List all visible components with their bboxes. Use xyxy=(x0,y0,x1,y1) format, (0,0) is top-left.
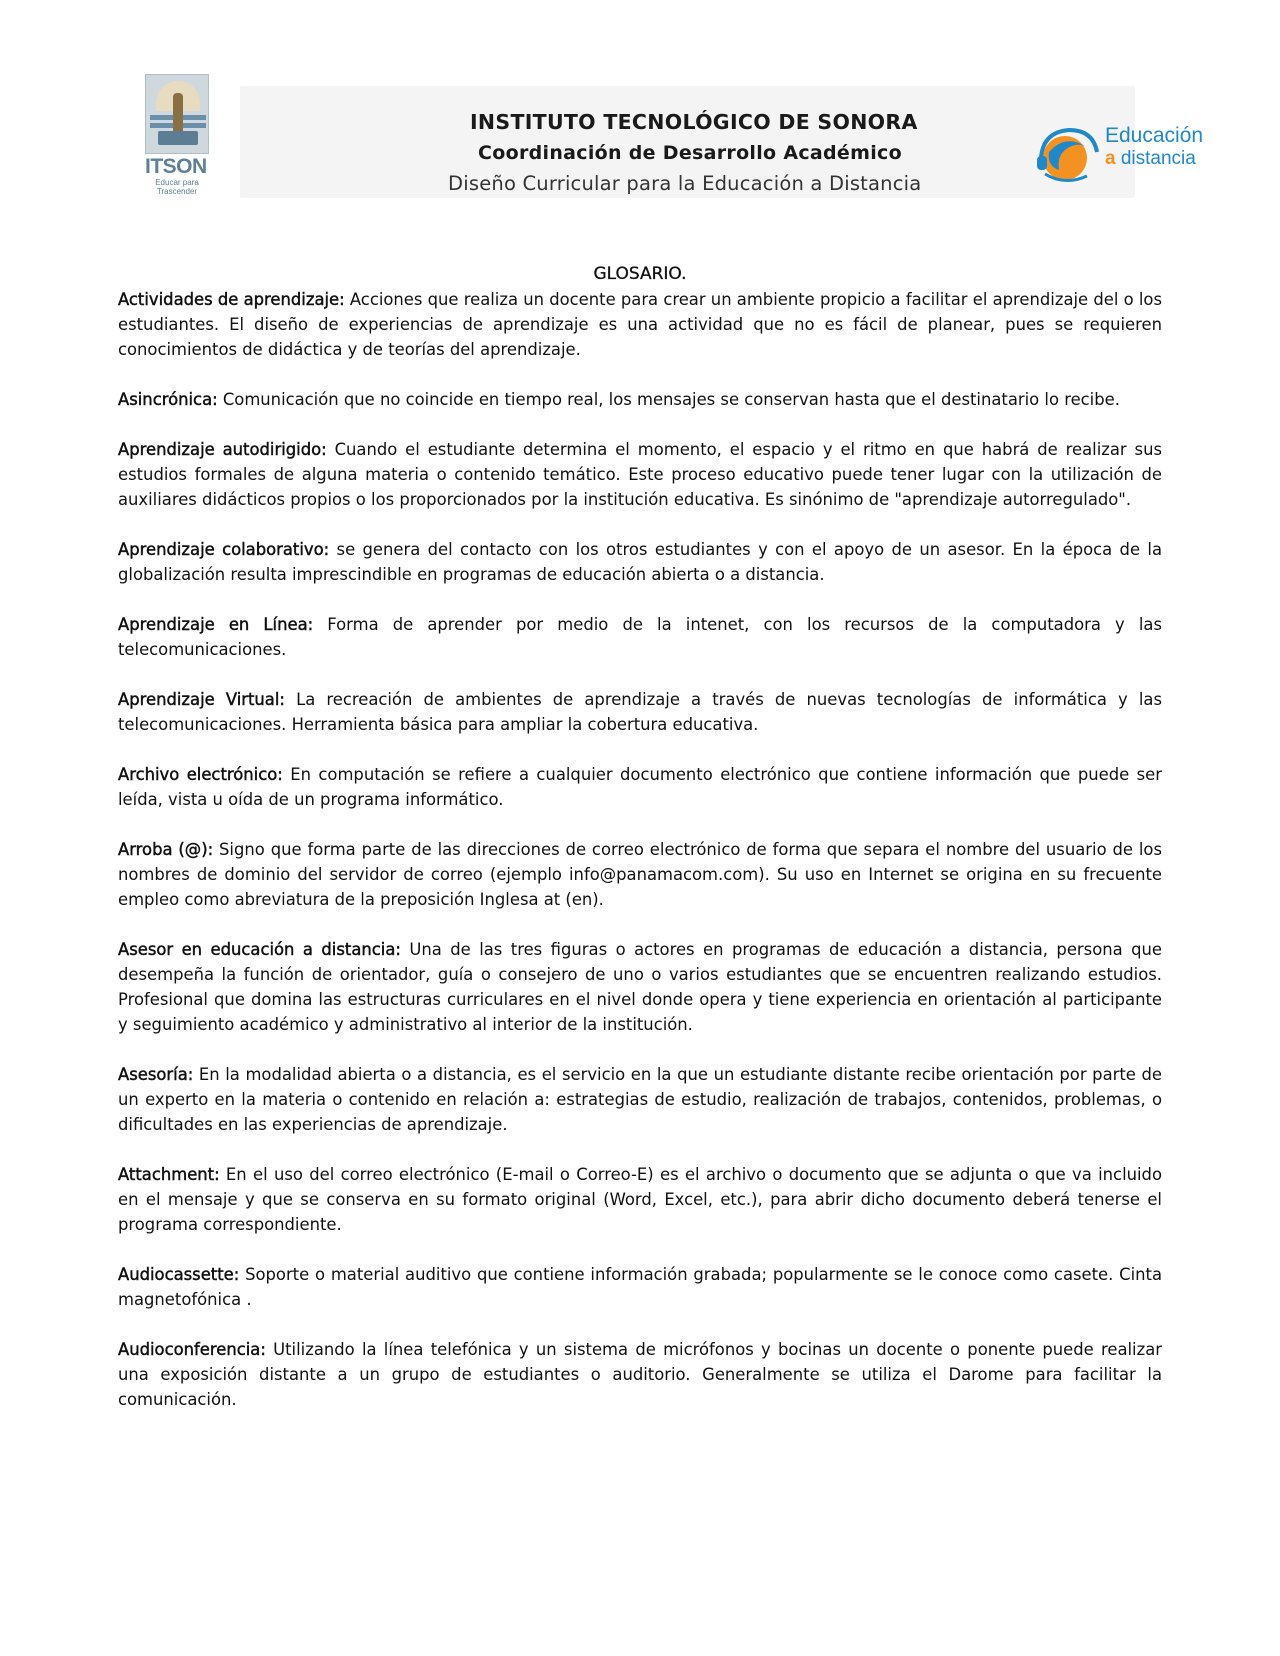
glossary-entry xyxy=(118,837,1162,912)
glossary-body xyxy=(118,262,1162,1437)
educacion-text: Educación xyxy=(1105,124,1204,147)
glossary-entry xyxy=(118,437,1162,512)
glossary-entry xyxy=(118,1062,1162,1137)
distancia-text: distancia xyxy=(1115,148,1196,169)
institution-title: INSTITUTO TECNOLÓGICO DE SONORA xyxy=(470,110,918,134)
glossary-term: Aprendizaje en Línea: xyxy=(118,615,314,634)
glossary-definition: Cuando el estudiante determina el momento, el espacio y el ritmo en que habrá de realizar sus estudios formales de alguna materia o contenido temático. Este proceso educativo puede tener lugar con la utilización de auxiliares didácticos propios o los proporcionados por la institución educativa. Es sinónimo de "aprendizaje autorregulado". xyxy=(118,440,1162,509)
glossary-definition: Comunicación que no coincide en tiempo real, los mensajes se conservan hasta que el destinatario lo recibe. xyxy=(217,390,1120,409)
glossary-term: Attachment: xyxy=(118,1165,220,1184)
itson-emblem-icon xyxy=(145,74,209,154)
globe-headset-icon xyxy=(1035,122,1105,192)
itson-logo-text: ITSON xyxy=(145,155,207,178)
glossary-entry xyxy=(118,1337,1162,1412)
page-title: GLOSARIO. xyxy=(593,264,687,284)
glossary-definition: En la modalidad abierta o a distancia, es el servicio en la que un estudiante distante recibe orientación por parte de un experto en la materia o contenido en relación a: estrategias de estudio, realización de trabajos, contenidos, problemas, o dificultades en las experiencias de aprendizaje. xyxy=(118,1065,1162,1134)
glossary-term: Aprendizaje colaborativo: xyxy=(118,540,330,559)
glossary-definition: Soporte o material auditivo que contiene información grabada; popularmente se le conoce como casete. Cinta magnetofónica . xyxy=(118,1265,1162,1309)
itson-tagline-2: Trascender xyxy=(156,187,198,196)
a-accent: a xyxy=(1105,148,1116,169)
document-header xyxy=(145,70,1204,198)
glossary-entry xyxy=(118,537,1162,587)
glossary-entries xyxy=(118,287,1162,1412)
glossary-definition: En el uso del correo electrónico (E-mail o Correo-E) es el archivo o documento que se adjunta o que va incluido en el mensaje y que se conserva en su formato original (Word, Excel, etc.), para abrir dicho documento deberá tenerse el programa correspondiente. xyxy=(118,1165,1162,1234)
glossary-entry xyxy=(118,287,1162,362)
glossary-term: Aprendizaje autodirigido: xyxy=(118,440,327,459)
glossary-definition: En computación se refiere a cualquier documento electrónico que contiene información que puede ser leída, vista u oída de un programa informático. xyxy=(118,765,1162,809)
educacion-distancia-logo xyxy=(1035,118,1215,198)
glossary-entry xyxy=(118,612,1162,662)
coordination-title: Coordinación de Desarrollo Académico xyxy=(478,142,902,164)
glossary-term: Asesoría: xyxy=(118,1065,194,1084)
glossary-term: Asincrónica: xyxy=(118,390,218,409)
glossary-term: Actividades de aprendizaje: xyxy=(118,290,345,309)
glossary-term: Audiocassette: xyxy=(118,1265,240,1284)
glossary-term: Archivo electrónico: xyxy=(118,765,283,784)
glossary-definition: se genera del contacto con los otros estudiantes y con el apoyo de un asesor. En la época de la globalización resulta imprescindible en programas de educación abierta o a distancia. xyxy=(118,540,1163,584)
glossary-entry xyxy=(118,937,1162,1037)
glossary-definition: Signo que forma parte de las direcciones de correo electrónico de forma que separa el nombre del usuario de los nombres de dominio del servidor de correo (ejemplo info@panamacom.com). Su uso en Internet se origina en su frecuente empleo como abreviatura de la preposición Inglesa at (en). xyxy=(118,840,1162,909)
glossary-term: Aprendizaje Virtual: xyxy=(118,690,285,709)
glossary-definition: Acciones que realiza un docente para crear un ambiente propicio a facilitar el aprendizaje del o los estudiantes. El diseño de experiencias de aprendizaje es una actividad que no es fácil de planear, pues se requieren conocimientos de didáctica y de teorías del aprendizaje. xyxy=(118,290,1162,359)
glossary-definition: La recreación de ambientes de aprendizaje a través de nuevas tecnologías de informática y las telecomunicaciones. Herramienta básica para ampliar la cobertura educativa. xyxy=(118,690,1162,734)
glossary-definition: Utilizando la línea telefónica y un sistema de micrófonos y bocinas un docente o ponente puede realizar una exposición distante a un grupo de estudiantes o auditorio. Generalmente se utiliza el Darome para facilitar la comunicación. xyxy=(118,1340,1162,1409)
design-subtitle: Diseño Curricular para la Educación a Distancia xyxy=(448,172,922,195)
header-band xyxy=(240,86,1204,198)
glossary-entry xyxy=(118,1262,1162,1312)
itson-logo xyxy=(145,74,213,196)
glossary-definition: Una de las tres figuras o actores en programas de educación a distancia, persona que desempeña la función de orientador, guía o consejero de uno o varios estudiantes que se encuentren realizando estudios. Profesional que domina las estructuras curriculares en el nivel donde opera y tiene experiencia en orientación al participante y seguimiento académico y administrativo al interior de la institución. xyxy=(118,940,1162,1034)
glossary-definition: Forma de aprender por medio de la intenet, con los recursos de la computadora y las telecomunicaciones. xyxy=(118,615,1162,659)
glossary-entry xyxy=(118,687,1162,737)
itson-tagline-1: Educar para xyxy=(155,178,199,187)
glossary-entry xyxy=(118,1162,1162,1237)
glossary-entry xyxy=(118,387,1162,412)
glossary-term: Audioconferencia: xyxy=(118,1340,266,1359)
a-distancia-text xyxy=(1105,148,1196,170)
glossary-term: Arroba (@): xyxy=(118,840,214,859)
glossary-entry xyxy=(118,762,1162,812)
glossary-term: Asesor en educación a distancia: xyxy=(118,940,401,959)
